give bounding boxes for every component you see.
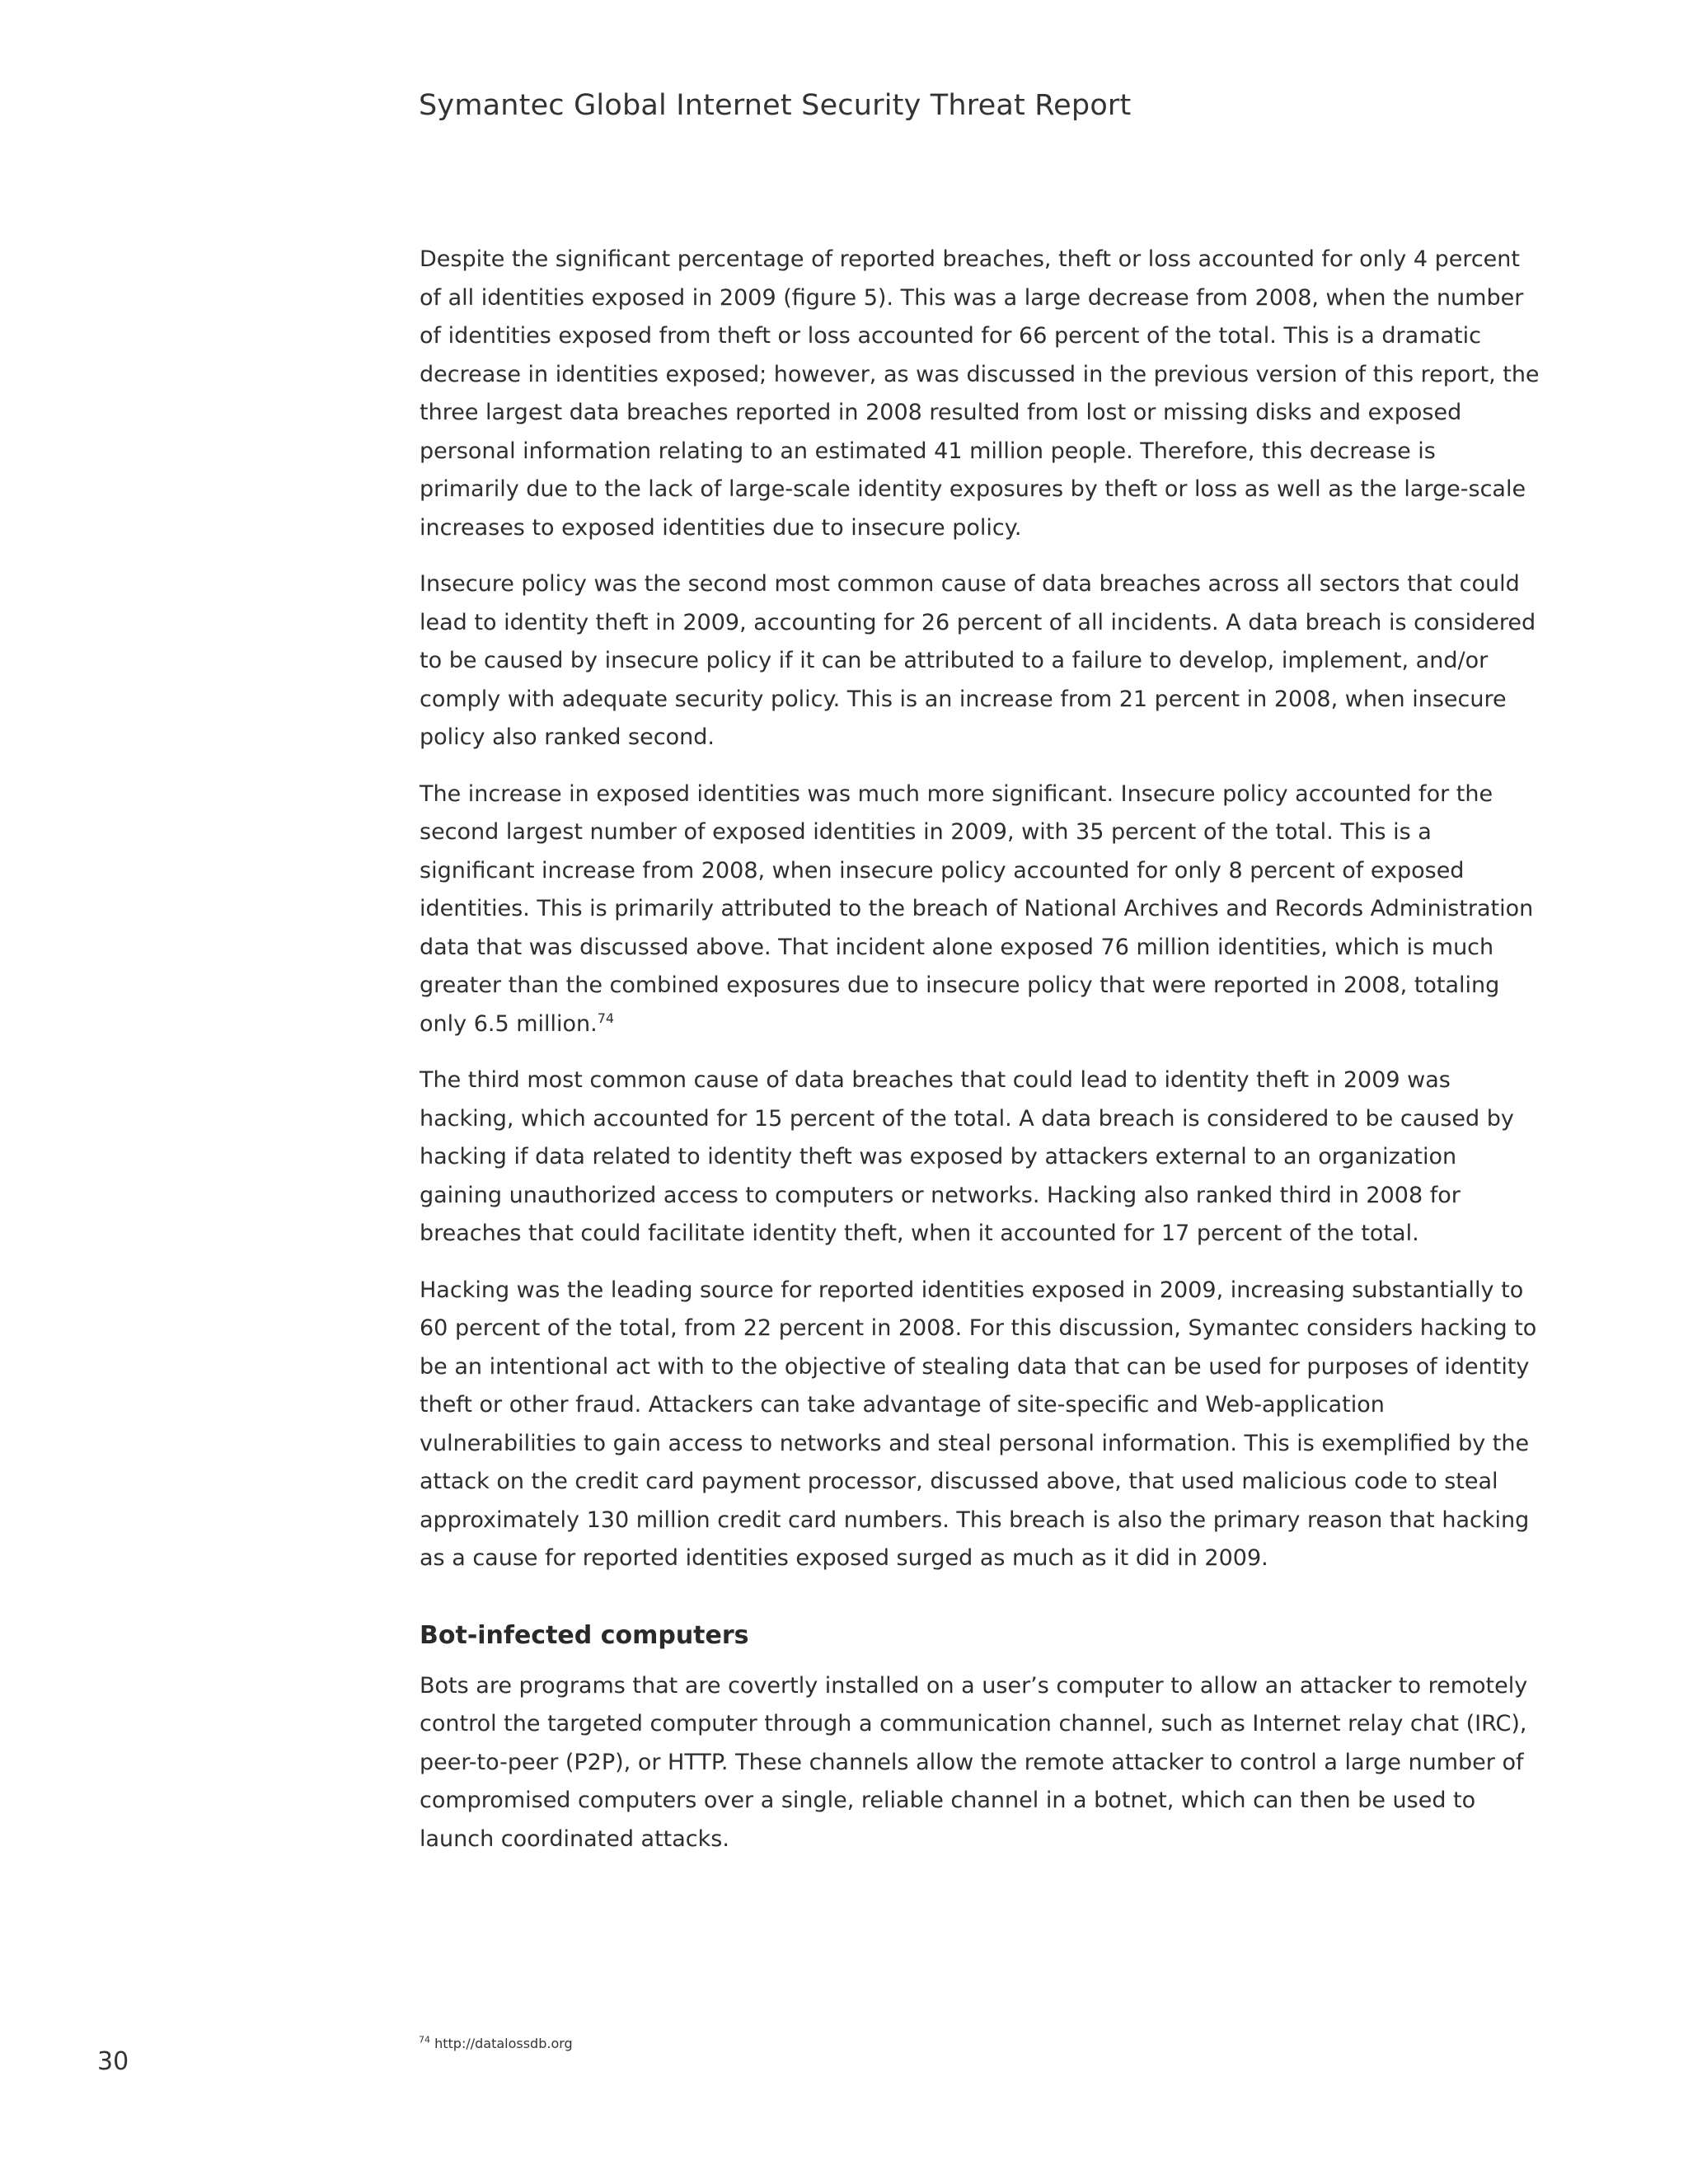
paragraph-exposed-identities-text: The increase in exposed identities was much more significant. Insecure policy accounted for the second largest number of exposed identities in 2009, with 35 percent of the total. This is a significant increase from 2008, when insecure policy accounted for only 8 percent of exposed identities. This is primarily attributed to the breach of National Archives and Records Administration data that was discussed above. That incident alone exposed 76 million identities, which is much greater than the combined exposures due to insecure policy that were reported in 2008, totaling only 6.5 million. bbox=[420, 780, 1534, 1037]
page-number: 30 bbox=[97, 2047, 129, 2076]
paragraph-hacking-breaches: The third most common cause of data breaches that could lead to identity theft in 2009 was hacking, which accounted for 15 percent of the total. A data breach is considered to be caused by hacking if data related to identity theft was exposed by attackers external to an organization gaining unauthorized access to computers or networks. Hacking also ranked third in 2008 for breaches that could facilitate identity theft, when it accounted for 17 percent of the total. bbox=[420, 1067, 1514, 1246]
footnote-link[interactable]: http://datalossdb.org bbox=[434, 2036, 573, 2051]
footnote bbox=[419, 2036, 573, 2051]
paragraph-insecure-policy: Insecure policy was the second most common cause of data breaches across all sectors that could lead to identity theft in 2009, accounting for 26 percent of all incidents. A data breach is considered to be caused by insecure policy if it can be attributed to a failure to develop, implement, and/or comply with adequate security policy. This is an increase from 21 percent in 2008, when insecure policy also ranked second. bbox=[420, 571, 1536, 750]
paragraph-theft-or-loss: Despite the significant percentage of reported breaches, theft or loss accounted for only 4 percent of all identities exposed in 2009 (figure 5). This was a large decrease from 2008, when the number of identities exposed from theft or loss accounted for 66 percent of the total. This is a dramatic decrease in identities exposed; however, as was discussed in the previous version of this report, the three largest data breaches reported in 2008 resulted from lost or missing disks and exposed personal information relating to an estimated 41 million people. Therefore, this decrease is primarily due to the lack of large-scale identity exposures by theft or loss as well as the large-scale increases to exposed identities due to insecure policy. bbox=[420, 246, 1540, 541]
paragraph-bots: Bots are programs that are covertly installed on a user’s computer to allow an attacker to remotely control the targeted computer through a communication channel, such as Internet relay chat (IRC), peer-to-peer (P2P), or HTTP. These channels allow the remote attacker to control a large number of compromised computers over a single, reliable channel in a botnet, which can then be used to launch coordinated attacks. bbox=[420, 1672, 1528, 1852]
paragraph-hacking-identities: Hacking was the leading source for reported identities exposed in 2009, increasing substantially to 60 percent of the total, from 22 percent in 2008. For this discussion, Symantec considers hacking to be an intentional act with to the objective of stealing data that can be used for purposes of identity theft or other fraud. Attackers can take advantage of site-specific and Web-application vulnerabilities to gain access to networks and steal personal information. This is exemplified by the attack on the credit card payment processor, discussed above, that used malicious code to steal approximately 130 million credit card numbers. This breach is also the primary reason that hacking as a cause for reported identities exposed surged as much as it did in 2009. bbox=[420, 1277, 1537, 1571]
section-heading: Bot-infected computers bbox=[420, 1620, 749, 1650]
footnote-reference[interactable]: 74 bbox=[597, 1010, 615, 1026]
running-title: Symantec Global Internet Security Threat Report bbox=[419, 89, 1132, 122]
paragraph-exposed-identities bbox=[420, 776, 1540, 1044]
footnote-number: 74 bbox=[419, 2034, 430, 2046]
main-content bbox=[420, 241, 1540, 1877]
